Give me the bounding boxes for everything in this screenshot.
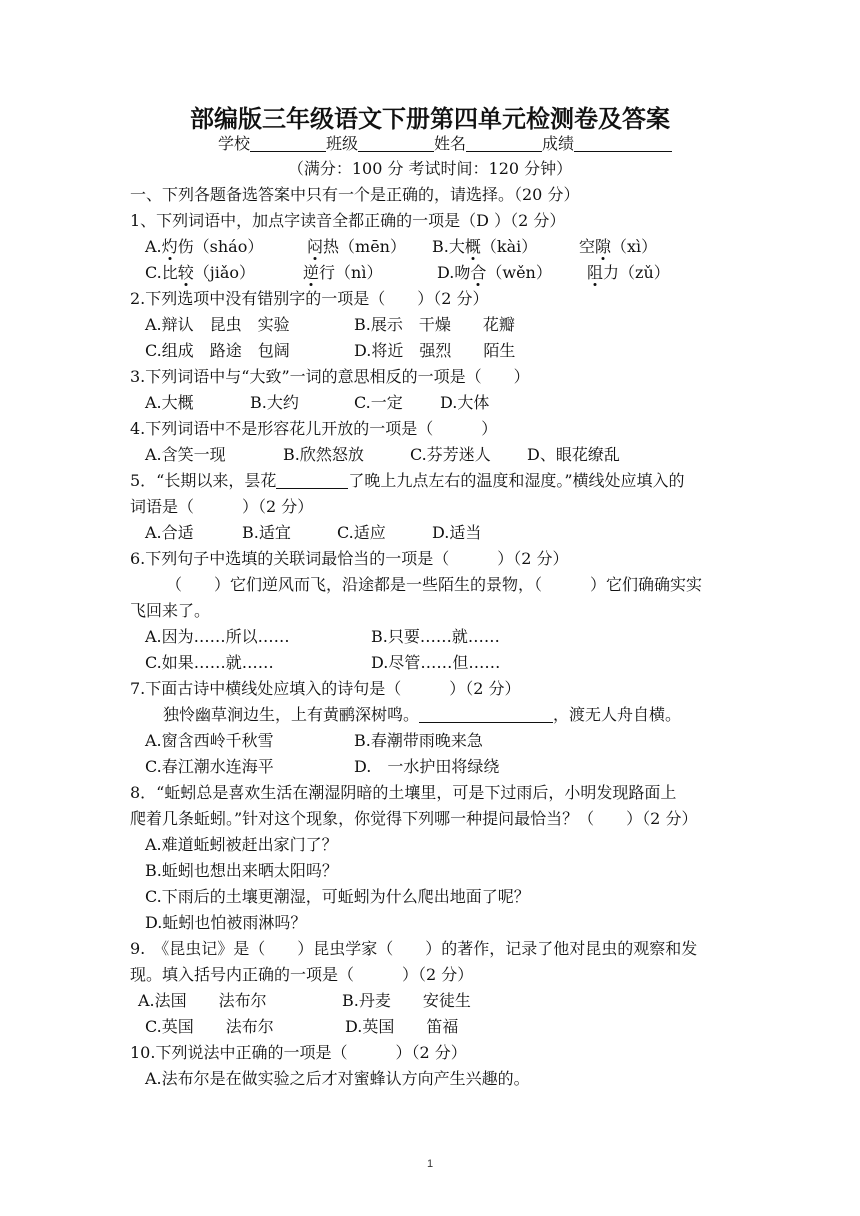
page-title: 部编版三年级语文下册第四单元检测卷及答案	[190, 105, 670, 133]
q7-option-b[interactable]: B.春潮带雨晚来急	[354, 731, 483, 750]
q5-fill-blank[interactable]	[276, 472, 348, 489]
q5-option-a[interactable]: A.合适	[145, 523, 194, 542]
q8-option-d[interactable]: D.蚯蚓也怕被雨淋吗？	[145, 913, 307, 932]
q9-stem: 9. 《昆虫记》是（ ）昆虫学家（ ）的著作，记录了他对昆虫的观察和发	[130, 939, 698, 958]
q1-option-c[interactable]: C.比较（jiǎo）	[145, 263, 256, 282]
q3-option-d[interactable]: D.大体	[440, 393, 490, 412]
q4-option-a[interactable]: A.含笑一现	[145, 445, 226, 464]
q1-option-a2: 闷热（mēn）	[307, 237, 406, 256]
q8-stem-cont: 爬着几条蚯蚓。”针对这个现象，你觉得下列哪一种提问最恰当？（ ）（2 分）	[130, 809, 698, 828]
q9-option-d[interactable]: D.英国 笛福	[345, 1017, 459, 1036]
q7-poem: 独怜幽草涧边生，上有黄鹂深树鸣。 ，渡无人舟自横。	[163, 705, 682, 724]
q10-stem: 10.下列说法中正确的一项是（ ）（2 分）	[130, 1043, 467, 1062]
q6-option-a[interactable]: A.因为……所以……	[145, 627, 290, 646]
q8-option-c[interactable]: C.下雨后的土壤更潮湿，可蚯蚓为什么爬出地面了呢？	[145, 887, 530, 906]
name-blank[interactable]	[466, 135, 542, 152]
q4-option-b[interactable]: B.欣然怒放	[283, 445, 364, 464]
class-label: 班级	[326, 134, 359, 153]
q5-option-c[interactable]: C.适应	[337, 523, 386, 542]
q3-option-a[interactable]: A.大概	[145, 393, 194, 412]
q6-sentence-cont: 飞回来了。	[130, 601, 211, 620]
q1-option-d2: 阻力（zǔ）	[587, 263, 670, 282]
score-label: 成绩	[542, 134, 575, 153]
q6-option-d[interactable]: D.尽管……但……	[371, 653, 501, 672]
student-info-line	[218, 133, 672, 155]
q8-option-b[interactable]: B.蚯蚓也想出来晒太阳吗？	[145, 861, 338, 880]
score-blank[interactable]	[574, 135, 672, 152]
q2-option-b[interactable]: B.展示 干燥 花瓣	[354, 315, 515, 334]
q5-option-d[interactable]: D.适当	[432, 523, 482, 542]
q7-stem: 7.下面古诗中横线处应填入的诗句是（ ）（2 分）	[130, 679, 521, 698]
school-blank[interactable]	[250, 135, 326, 152]
q1-option-a[interactable]: A.灼伤（sháo）	[145, 237, 264, 256]
q2-stem: 2.下列选项中没有错别字的一项是（ ）（2 分）	[130, 289, 489, 308]
class-blank[interactable]	[358, 135, 434, 152]
q4-option-d[interactable]: D、眼花缭乱	[527, 445, 620, 464]
q10-option-a[interactable]: A.法布尔是在做实验之后才对蜜蜂认方向产生兴趣的。	[145, 1069, 530, 1088]
q4-stem: 4.下列词语中不是形容花儿开放的一项是（ ）	[130, 419, 498, 438]
section-1-heading: 一、下列各题备选答案中只有一个是正确的，请选择。（20 分）	[130, 185, 580, 204]
q9-option-b[interactable]: B.丹麦 安徒生	[342, 991, 471, 1010]
q1-stem: 1、下列词语中，加点字读音全都正确的一项是（D ）（2 分）	[130, 211, 566, 230]
q1-option-b2: 空隙（xì）	[579, 237, 658, 256]
q9-option-a[interactable]: A.法国 法布尔	[138, 991, 267, 1010]
q6-option-c[interactable]: C.如果……就……	[145, 653, 274, 672]
school-label: 学校	[218, 134, 251, 153]
q1-option-b[interactable]: B.大概（kài）	[432, 237, 538, 256]
q6-option-b[interactable]: B.只要……就……	[371, 627, 500, 646]
q2-option-c[interactable]: C.组成 路途 包阔	[145, 341, 290, 360]
q6-sentence: （ ）它们逆风而飞，沿途都是一些陌生的景物，（ ）它们确确实实	[166, 575, 703, 594]
exam-meta: （满分：100 分 考试时间：120 分钟）	[287, 159, 573, 178]
q7-option-a[interactable]: A.窗含西岭千秋雪	[145, 731, 274, 750]
q6-stem: 6.下列句子中选填的关联词最恰当的一项是（ ）（2 分）	[130, 549, 569, 568]
q5-stem-cont: 词语是（ ）（2 分）	[130, 497, 314, 516]
q5-option-b[interactable]: B.适宜	[242, 523, 291, 542]
q3-option-c[interactable]: C.一定	[354, 393, 403, 412]
q9-stem-cont: 现。填入括号内正确的一项是（ ）（2 分）	[130, 965, 474, 984]
q2-option-a[interactable]: A.辩认 昆虫 实验	[145, 315, 290, 334]
name-label: 姓名	[434, 134, 467, 153]
q9-option-c[interactable]: C.英国 法布尔	[145, 1017, 274, 1036]
page-number: 1	[426, 1158, 434, 1170]
q3-stem: 3.下列词语中与“大致”一词的意思相反的一项是（ ）	[130, 367, 530, 386]
q7-fill-blank[interactable]	[419, 706, 553, 723]
q7-option-c[interactable]: C.春江潮水连海平	[145, 757, 274, 776]
q4-option-c[interactable]: C.芬芳迷人	[410, 445, 491, 464]
q2-option-d[interactable]: D.将近 强烈 陌生	[354, 341, 516, 360]
q1-option-d[interactable]: D.吻合（wěn）	[437, 263, 552, 282]
q3-option-b[interactable]: B.大约	[250, 393, 299, 412]
q8-stem: 8．“蚯蚓总是喜欢生活在潮湿阴暗的土壤里，可是下过雨后，小明发现路面上	[130, 783, 677, 802]
q8-option-a[interactable]: A.难道蚯蚓被赶出家门了？	[145, 835, 338, 854]
q7-option-d[interactable]: D. 一水护田将绿绕	[354, 757, 500, 776]
q5-stem: 5．“长期以来，昙花 了晚上九点左右的温度和湿度。”横线处应填入的	[130, 471, 685, 490]
q1-option-c2: 逆行（nì）	[303, 263, 383, 282]
